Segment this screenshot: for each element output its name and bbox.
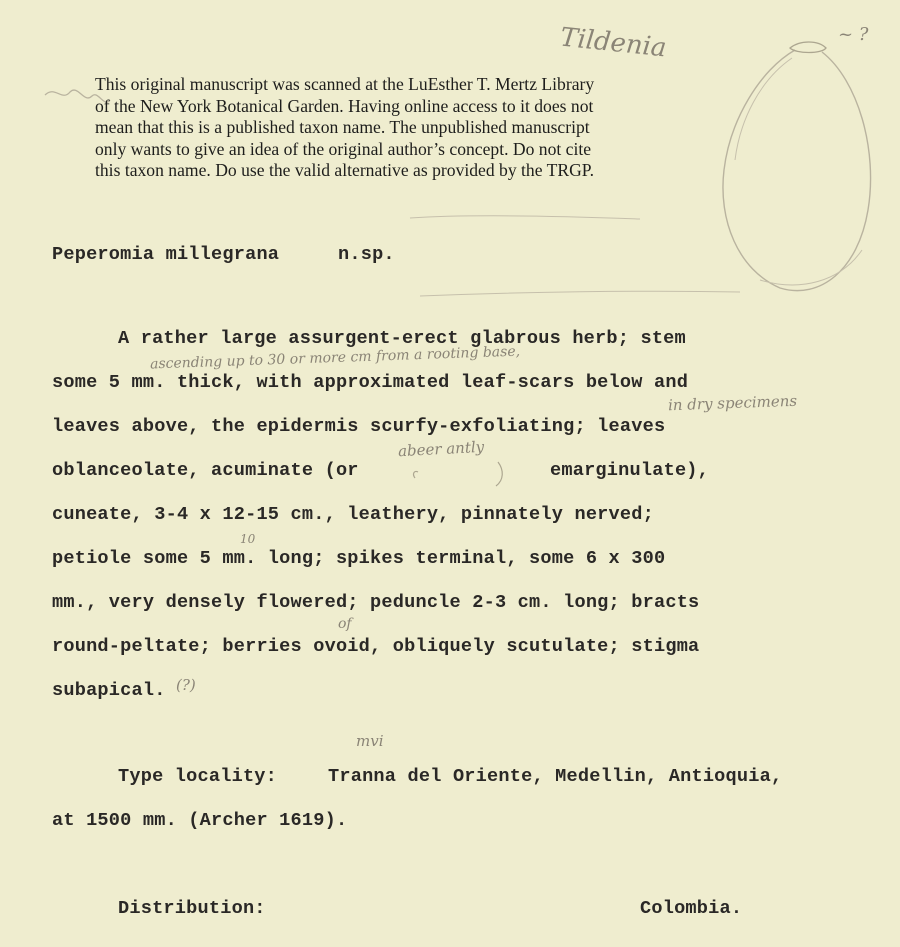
handwritten-stem-note: ascending up to 30 or more cm from a rooting base, — [149, 343, 521, 373]
species-name: Peperomia millegrana — [52, 244, 280, 265]
handwritten-margin-mark: ~ ? — [838, 24, 869, 45]
distribution-value: Colombia. — [640, 898, 743, 919]
description-line: mm., very densely flowered; peduncle 2-3 cm. long; bracts — [52, 592, 700, 613]
distribution-label: Distribution: — [118, 898, 266, 919]
description-line: emarginulate), — [550, 460, 710, 481]
disclaimer-line: only wants to give an idea of the original author’s concept. Do not cite — [95, 138, 592, 159]
description-line: some 5 mm. thick, with approximated leaf-scars below and — [52, 372, 689, 393]
species-status: n.sp. — [338, 244, 395, 265]
handwritten-petiole-value: 10 — [240, 532, 256, 546]
handwritten-locality-note: mvi — [356, 732, 384, 750]
description-line: petiole some 5 mm. long; spikes terminal, some 6 x 300 — [52, 548, 666, 569]
type-locality-value: Tranna del Oriente, Medellin, Antioquia, — [328, 766, 783, 787]
type-locality-value: at 1500 mm. (Archer 1619). — [52, 810, 348, 831]
description-line: oblanceolate, acuminate (or — [52, 460, 359, 481]
disclaimer-line: this taxon name. Do use the valid alternative as provided by the TRGP. — [95, 160, 595, 181]
type-locality-label: Type locality: — [118, 766, 278, 787]
handwritten-question: (?) — [176, 676, 196, 694]
disclaimer-line: This original manuscript was scanned at the LuEsther T. Mertz Library — [95, 74, 595, 94]
handwritten-genus-name: Tildenia — [558, 22, 668, 64]
disclaimer-block — [95, 74, 735, 182]
description-line: leaves above, the epidermis scurfy-exfoliating; leaves — [52, 416, 666, 437]
description-line: subapical. — [52, 680, 166, 701]
handwritten-berries-note: of — [338, 616, 352, 632]
description-line: round-peltate; berries ovoid, obliquely scutulate; stigma — [52, 636, 700, 657]
handwritten-leaf-note: abeer antly — [397, 437, 485, 461]
handwritten-specimen-note: in dry specimens — [667, 391, 798, 415]
description-line: A rather large assurgent-erect glabrous herb; stem — [118, 328, 686, 349]
disclaimer-line: of the New York Botanical Garden. Having online access to it does not — [95, 95, 594, 116]
description-line: cuneate, 3-4 x 12-15 cm., leathery, pinnately nerved; — [52, 504, 654, 525]
disclaimer-line: mean that this is a published taxon name. The unpublished manuscript — [95, 117, 590, 138]
